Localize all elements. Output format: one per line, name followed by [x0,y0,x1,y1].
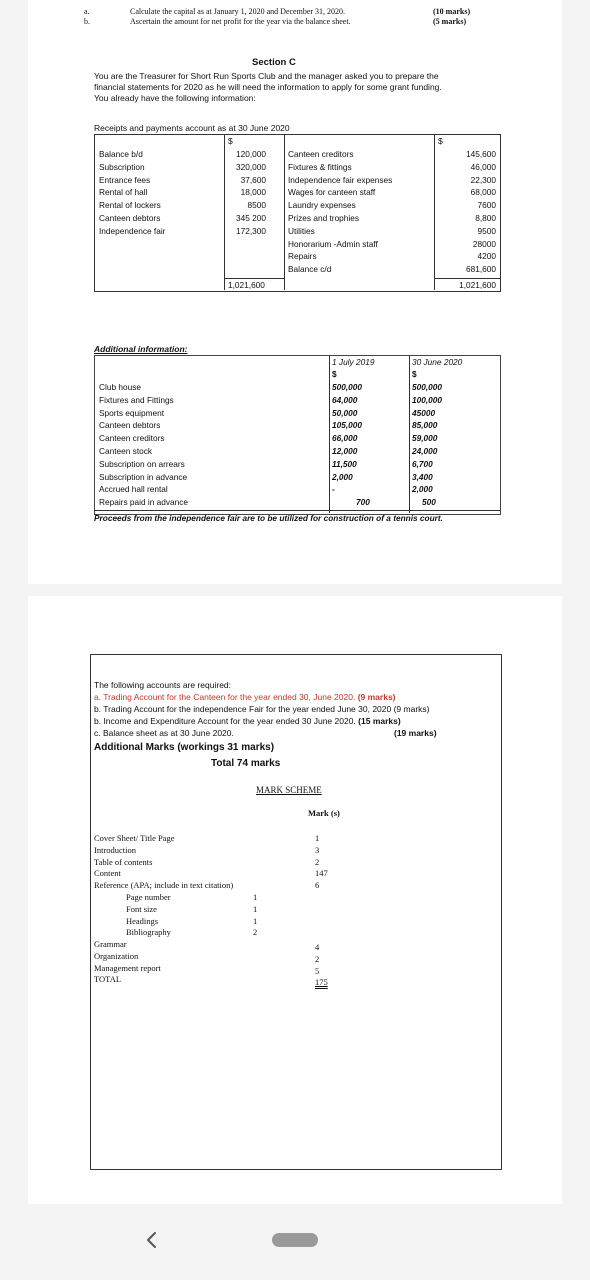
add-row-label: Sports equipment [99,407,165,418]
intro-line: financial statements for 2020 as he will need the information to apply for some grant funding. [94,82,442,92]
back-button[interactable] [144,1231,160,1254]
receipts-amounts [226,148,266,238]
question-a-text: Calculate the capital as at January 1, 2020 and December 31, 2020. [130,7,346,16]
scheme-item-label: Table of contents [94,856,153,867]
add-col2-currency: $ [412,369,417,379]
add-value-2020: 6,700 [412,458,433,469]
scheme-marks-2 [315,942,328,989]
required-item-c [94,716,401,726]
scheme-item-label: Management report [94,962,161,973]
receipt-label: Rental of hall [99,187,148,198]
add-row-label: Canteen debtors [99,420,161,431]
intro-paragraph [94,71,442,104]
add-col2-header: 30 June 2020 [412,357,463,367]
receipt-amount: 37,600 [240,174,266,185]
add-divider [409,355,410,513]
chevron-left-icon [144,1231,160,1249]
reference-sub-labels [126,892,171,939]
add-row-label: Canteen stock [99,445,153,456]
add-bottom-rule [94,510,500,511]
scheme-item-mark: 2 [315,953,320,964]
payment-label: Canteen creditors [288,149,354,159]
payment-amount: 22,300 [470,174,496,185]
scheme-marks [315,833,328,892]
add-value-2019: 12,000 [332,445,358,456]
fair-proceeds-note: Proceeds from the independence fair are to be utilized for construction of a tennis court. [94,513,443,523]
reference-sub-mark: 1 [253,915,258,926]
reference-sub-mark: 2 [253,927,258,938]
scheme-total-mark: 175 [315,977,328,988]
rp-currency-payments: $ [438,136,443,146]
payment-amount: 145,600 [466,149,496,159]
payment-label: Balance c/d [288,264,332,275]
receipt-label: Entrance fees [99,174,151,185]
scheme-item-mark: 1 [315,833,320,843]
add-value-2019: 700 [356,497,370,508]
reference-sub-label: Headings [126,915,159,926]
reference-sub-marks [253,892,257,939]
question-b-marks: (5 marks) [433,17,467,26]
receipt-amount: 18,000 [240,187,266,198]
scheme-item-mark: 5 [315,965,320,976]
rp-divider [284,134,285,290]
receipt-amount: 8500 [247,200,266,211]
total-marks: Total 74 marks [211,758,281,769]
add-col1-currency: $ [332,369,337,379]
scheme-item-mark: 6 [315,880,320,891]
reference-sub-label: Font size [126,903,157,914]
rp-divider [434,134,435,290]
required-item-c-text: b. Income and Expenditure Account for the year ended 30 June 2020. [94,716,356,726]
payment-label: Laundry expenses [288,200,356,211]
payment-amount: 7600 [477,200,496,211]
add-value-2020: 2,000 [412,484,433,495]
receipt-amount: 320,000 [236,161,266,172]
scheme-item-label: TOTAL [94,974,122,985]
add-value-2019: 500,000 [332,382,362,392]
payment-label: Honorarium -Admin staff [288,238,378,249]
add-value-2020: 3,400 [412,471,433,482]
scheme-item-label: Grammar [94,939,127,949]
receipt-amount: 345 200 [236,212,266,223]
add-col1-values [332,381,370,509]
add-col2-values [412,381,442,509]
add-row-label: Canteen creditors [99,433,165,444]
receipt-label: Subscription [99,161,145,172]
rp-divider [224,134,225,290]
receipts-labels [99,148,165,238]
payment-label: Repairs [288,251,317,262]
scheme-item-label: Reference (APA; include in text citation) [94,880,234,891]
required-item-a-marks: (9 marks) [357,692,396,702]
scheme-item-mark: 3 [315,844,320,855]
add-divider [329,355,330,513]
section-title: Section C [252,57,296,68]
additional-info-title: Additional information: [94,344,188,354]
scheme-labels-2 [94,939,161,986]
document-page-2 [28,596,562,1204]
payments-total: 1,021,600 [459,280,496,290]
add-value-2019: 2,000 [332,471,353,482]
required-item-d-marks: (19 marks) [394,728,437,738]
scheme-item-mark: 2 [315,856,320,867]
rp-total-rule [434,278,500,279]
required-item-a [94,692,396,702]
scheme-item-label: Introduction [94,844,137,855]
add-value-2020: 45000 [412,407,436,418]
add-labels [99,381,188,509]
payments-amounts [436,148,496,276]
scheme-item-label: Organization [94,950,139,961]
add-value-2020: 24,000 [412,445,438,456]
question-b-text: Ascertain the amount for net profit for the year via the balance sheet. [130,17,351,26]
rp-title: Receipts and payments account as at 30 June 2020 [94,123,290,133]
rp-total-rule [224,278,284,279]
required-item-b: b. Trading Account for the independence Fair for the year ended June 30, 2020 (9 marks) [94,704,430,714]
required-item-c-marks: (15 marks) [358,716,401,726]
add-value-2020: 85,000 [412,420,438,431]
reference-sub-label: Page number [126,892,171,902]
required-title: The following accounts are required: [94,680,232,690]
payment-label: Prizes and trophies [288,212,360,223]
intro-line: You already have the following information: [94,93,256,103]
payment-amount: 46,000 [470,161,496,172]
receipt-amount: 120,000 [236,149,266,159]
add-row-label: Club house [99,382,141,392]
payment-label: Independence fair expenses [288,174,393,185]
payment-amount: 681,600 [466,264,496,275]
add-value-2020: 59,000 [412,433,438,444]
add-row-label: Repairs paid in advance [99,497,189,508]
reference-sub-mark: 1 [253,903,258,914]
document-page-1 [28,0,562,584]
receipt-label: Balance b/d [99,149,143,159]
receipt-label: Canteen debtors [99,212,161,223]
receipt-amount: 172,300 [236,225,266,236]
add-value-2019: 11,500 [332,458,357,469]
question-b-label: b. [84,17,90,26]
scheme-item-label: Content [94,868,121,879]
payment-amount: 4200 [477,251,496,262]
scheme-item-mark: 147 [315,868,328,879]
add-value-2020: 500,000 [412,382,442,392]
scheme-item-label: Cover Sheet/ Title Page [94,833,175,843]
payment-label: Fixtures & fittings [288,161,352,172]
add-value-2020: 500 [422,497,436,508]
add-value-2019: 66,000 [332,433,358,444]
intro-line: You are the Treasurer for Short Run Sports Club and the manager asked you to prepare the [94,71,439,81]
payment-label: Utilities [288,225,315,236]
payment-amount: 28000 [472,238,496,249]
reference-sub-mark: 1 [253,892,258,902]
payment-amount: 9500 [477,225,496,236]
mark-scheme-header: Mark (s) [308,808,340,818]
required-item-a-text: a. Trading Account for the Canteen for the year ended 30, June 2020. [94,692,356,702]
required-item-d-text: c. Balance sheet as at 30 June 2020. [94,728,234,738]
add-value-2019: 105,000 [332,420,362,431]
add-row-label: Subscription in advance [99,471,188,482]
add-row-label: Subscription on arrears [99,458,185,469]
add-col1-header: 1 July 2019 [332,357,375,367]
payments-labels [288,148,392,276]
scheme-item-mark: 4 [315,942,320,952]
additional-marks: Additional Marks (workings 31 marks) [94,742,275,753]
receipt-label: Independence fair [99,225,166,236]
question-a-label: a. [84,7,90,16]
add-value-2019: 50,000 [332,407,358,418]
receipt-label: Rental of lockers [99,200,161,211]
payment-amount: 68,000 [470,187,496,198]
add-row-label: Fixtures and Fittings [99,394,174,405]
receipts-total: 1,021,600 [228,280,265,290]
payment-label: Wages for canteen staff [288,187,376,198]
question-a-marks: (10 marks) [433,7,471,16]
payment-amount: 8,800 [475,212,496,223]
rp-currency-receipts: $ [228,136,233,146]
add-value-2019: 64,000 [332,394,358,405]
add-value-2019: - [332,484,335,495]
mark-scheme-title: MARK SCHEME [256,785,322,795]
add-row-label: Accrued hall rental [99,484,168,495]
reference-sub-label: Bibliography [126,927,171,938]
home-pill-button[interactable] [272,1233,318,1247]
scheme-labels [94,833,233,892]
add-value-2020: 100,000 [412,394,442,405]
